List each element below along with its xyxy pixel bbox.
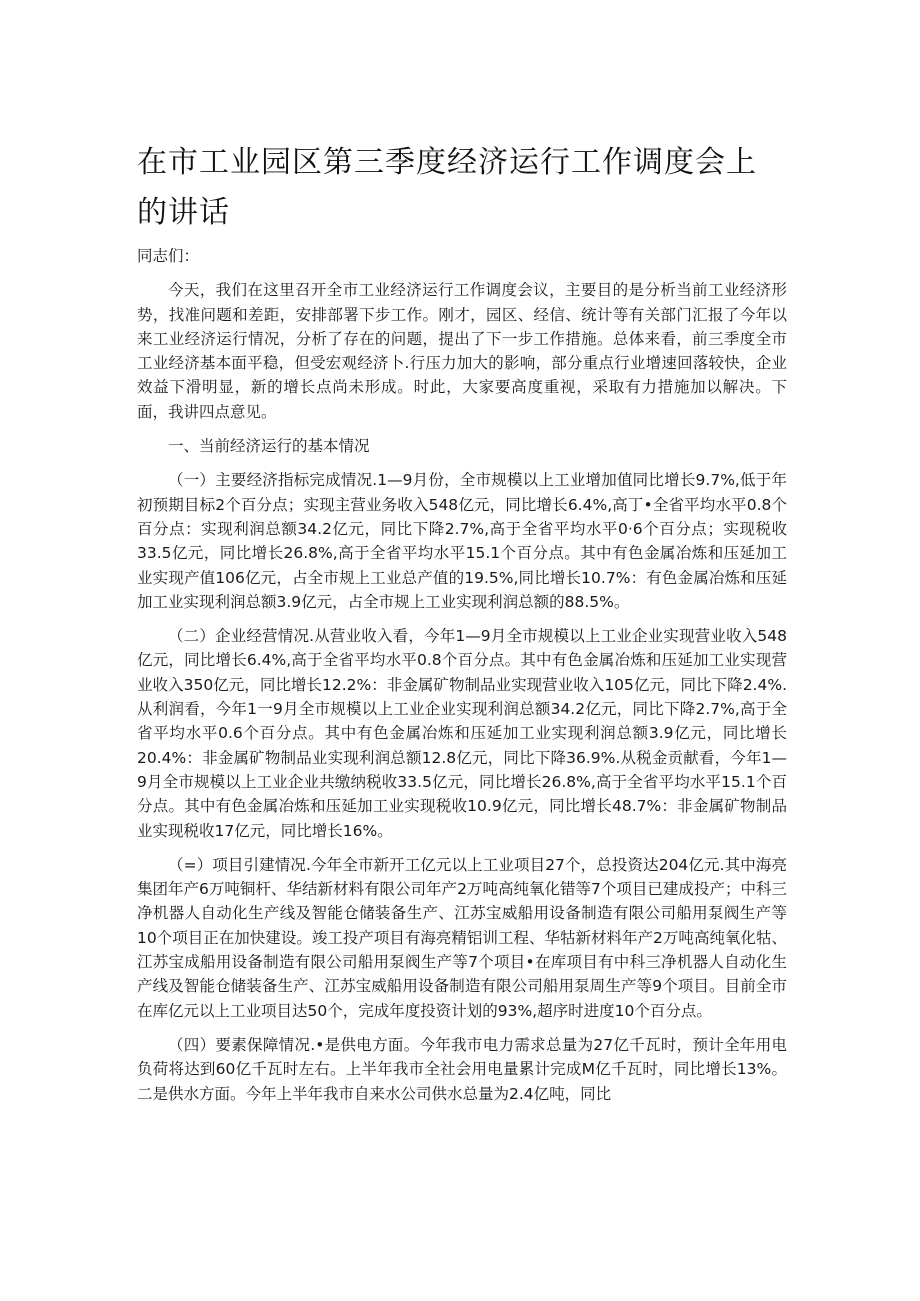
- paragraph-indicators: （一）主要经济指标完成情况.1—9月份，全市规模以上工业增加值同比增长9.7%,低于年初预期目标2个百分点；实现主营业务收入548亿元，同比增长6.4%,高丁•全省平均水平0.8个百分点：实现利润总额34.2亿元，同比下降2.7%,高于全省平均水平0·6个百分点；实现税收33.5亿元，同比增长26.8%,高于全省平均水平15.1个百分点。其中有色金属冶炼和压延加工业实现产值106亿元，占全市规上工业总产值的19.5%,同比增长10.7%：有色金属冶炼和压延加工业实现利润总额3.9亿元，占全市规上工业实现利润总额的88.5%。: [137, 471, 787, 611]
- intro-paragraph: 今天，我们在这里召开全市工业经济运行工作调度会议，主要目的是分析当前工业经济形势，找准问题和差距，安排部署下步工作。刚才，园区、经信、统计等有关部门汇报了今年以来工业经济运行情况，分析了存在的问题，提出了下一步工作措施。总体来看，前三季度全市工业经济基本面平稳，但受宏观经济卜.行压力加大的影响，部分重点行业增速回落较快，企业效益下滑明显，新的增长点尚未形成。时此，大家要高度重视，采取有力措施加以解决。下面，我讲四点意见。: [137, 281, 787, 421]
- document-body: [137, 244, 787, 1106]
- document-title: 在市工业园区第三季度经济运行工作调度会上的讲话: [137, 145, 757, 230]
- salutation: 同志们：: [137, 247, 200, 265]
- section-heading: 一、当前经济运行的基本情况: [168, 437, 370, 456]
- paragraph-projects: （=）项目引建情况.今年全市新开工亿元以上工业项目27个，总投资达204亿元.其中海亮集团年产6万吨铜杆、华结新材料有限公司年产2万吨高纯氧化错等7个项目已建成投产；中科三净机器人自动化生产线及智能仓储装备生产、江苏宝威船用设备制造有限公司船用泵阀生产等10个项目正在加快建设。竣工投产项目有海亮精铝训工程、华牯新材料年产2万吨高纯氧化牯、江苏宝成船用设备制造有限公司船用泵阀生产等7个项目•在库项目有中科三净机器人自动化生产线及智能仓储装备生产、江苏宝威船用设备制造有限公司船用泵周生产等9个项目。目前全市在库亿元以上工业项目达50个，完成年度投资计划的93%,超序时进度10个百分点。: [137, 855, 787, 1020]
- paragraph-resources: （四）要素保障情况.•是供电方面。今年我市电力需求总量为27亿千瓦时，预计全年用电负荷将达到60亿千瓦时左右。上半年我市全社会用电量累计完成M亿千瓦时，同比增长13%。二是供水方面。今年上半年我市自来水公司供水总量为2.4亿吨，同比: [137, 1035, 787, 1103]
- paragraph-operations: （二）企业经营情况.从营业收入看，今年1—9月全市规模以上工业企业实现营业收入548亿元，同比增长6.4%,高于全省平均水平0.8个百分点。其中有色金属冶炼和压延加工业实现营业收入350亿元，同比增长12.2%：非金属矿物制品业实现营业收入105亿元，同比下降2.4%.从利润看，今年1一9月全市规模以上工业企业实现利润总额34.2亿元，同比下降2.7%,高于全省平均水平0.6个百分点。其中有色金属冶炼和压延加工业实现利润总额3.9亿元，同比增长20.4%：非金属矿物制品业实现利润总额12.8亿元，同比下降36.9%.从税金贡献看，今年1—9月全市规模以上工业企业共缴纳税收33.5亿元，同比增长26.8%,高于全省平均水平15.1个百分点。其中有色金属冶炼和压延加工业实现税收10.9亿元，同比增长48.7%：非金属矿物制品业实现税收17亿元，同比增长16%。: [137, 627, 787, 840]
